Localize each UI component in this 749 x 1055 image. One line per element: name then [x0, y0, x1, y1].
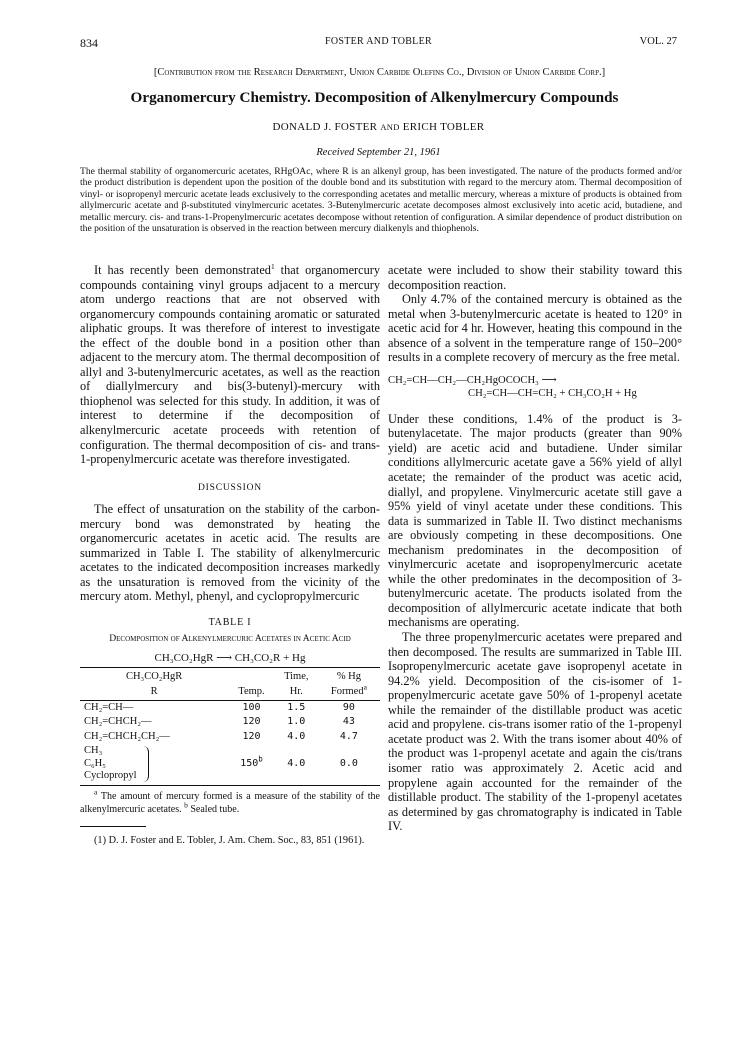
col-header: R: [80, 685, 228, 701]
brace-mark: [143, 746, 149, 782]
volume-label: VOL. 27: [639, 36, 677, 47]
col-header: % Hg: [318, 668, 380, 685]
paragraph: The three propenylmercuric acetates were prepared and then decomposed. The results are summarized in Table III. Isopropenylmercuric acetate gave isopropenyl acetate in 94.2% yield. Decomposition of the cis-isomer of 1-propenylmercuric acetate gave 50% of 1-propenyl acetate while the remainder of the distillable product was acetic acid and propylene. cis-trans isomer ratio of the 1-propenyl acetate product was 2. With the trans isomer about 40% of the product was 1-propenyl acetate and again the cis/trans isomer ratio was approximately 2. Acetic acid and propylene again accounted for the remainder of the distillable product. The stability of the 1-propenyl acetates as determined by gas chromatography is indicated in Table IV.: [388, 630, 682, 834]
col-header: [228, 668, 274, 685]
table-header-row: [80, 685, 380, 701]
author-tobler: ERICH TOBLER: [402, 121, 485, 133]
col-header: Formed$^a$: [318, 685, 380, 701]
col-header: Time,: [275, 668, 318, 685]
table-row: [80, 700, 380, 715]
footnote-marker: a: [363, 682, 367, 692]
table-row: [80, 715, 380, 729]
page-number: 834: [80, 36, 98, 50]
col-header: Temp.: [228, 685, 274, 701]
table-row-grouped: [80, 744, 380, 786]
cell-time: 1.0: [287, 716, 306, 728]
cell-hg: 0.0: [318, 744, 380, 786]
paragraph: Under these conditions, 1.4% of the product is 3-butenylacetate. The major products (greater than 90% yield) are acetic acid and butadiene. Under similar conditions allylmercuric acetate gave a 56% yield of allyl acetate; the remainder of the product was acetic acid, diallyl, and propylene. Vinylmercuric acetate still gave a 95% yield of vinyl acetate under these conditions. This data is summarized in Table II. Two distinct mechanisms are obviously competing in these decompositions. One mechanism predominates in the decomposition of vinylmercuric acetate and isopropenylmercuric acetate while the other predominates in the decomposition of 3-butenylmercuric acetate. The products isolated from the decomposition of allylmercuric acetate indicate that both mechanisms are operating.: [388, 411, 682, 630]
author-foster: DONALD J. FOSTER: [272, 121, 378, 133]
reaction-equation: [388, 374, 682, 400]
col-header: CH₃CO₂HgR: [80, 668, 228, 685]
article-title: Organomercury Chemistry. Decomposition of Alkenylmercury Compounds: [130, 89, 619, 106]
running-title: FOSTER AND TOBLER: [325, 36, 432, 47]
left-column: [80, 263, 380, 847]
cell-time: 1.5: [287, 701, 306, 713]
equation-line: CH₂=CH—CH=CH₂ + CH₃CO₂H + Hg: [468, 387, 637, 399]
table-1: [80, 667, 380, 786]
table-label: TABLE I: [208, 617, 252, 629]
footnote-marker: b: [258, 754, 263, 764]
contribution-line: [Contribution from the Research Department, Union Carbide Olefins Co., Division of Union Carbide Corp.]: [153, 67, 606, 78]
footnote-separator: [80, 826, 146, 827]
cell-temp: 120: [242, 716, 261, 728]
cell-temp: 150$^b$: [228, 744, 274, 786]
discussion-paragraph: The effect of unsaturation on the stability of the carbon-mercury bond was demonstrated by heating the organomercuric acetates in acetic acid. The results are summarized in Table I. The stability of alkenylmercuric acetates to the indicated decomposition increases markedly as the unsaturation is removed from the vicinity of the mercury atom. Methyl, phenyl, and cyclopropylmercuric: [80, 502, 380, 604]
cell-hg: 43: [342, 716, 355, 728]
page-header: [80, 36, 677, 52]
table-footnote: $^a$ The amount of mercury formed is a measure of the stability of the alkenylmercuric acetates. $^b$ Sealed tube.: [80, 788, 380, 815]
table-header-row: [80, 668, 380, 685]
cell-temp: 100: [242, 701, 261, 713]
cell-r: CH₂=CH—: [84, 701, 134, 713]
section-heading-discussion: DISCUSSION: [198, 482, 262, 493]
right-column: [388, 263, 682, 834]
cell-hg: 4.7: [339, 730, 358, 742]
equation-line: CH₂=CH—CH₂—CH₂HgOCOCH₃ ⟶: [388, 374, 557, 386]
reference-marker: 1: [270, 261, 275, 271]
table-equation: CH₃CO₂HgR ⟶ CH₃CO₂R + Hg: [154, 651, 306, 664]
intro-paragraph: It has recently been demonstrated$^1$ that organomercury compounds containing vinyl groups adjacent to a mercury atom undergo reactions that are not observed with organomercury compounds containing aromatic or saturated aliphatic groups. It was therefore of interest to investigate the effect of the double bond in a position other than adjacent to the mercury atom. The thermal decomposition of allyl and 3-butenylmercuric acetates, as well as the reaction of diallylmercury and bis(3-butenyl)-mercury with thiophenol was selected for this study. In addition, it was of interest to determine if the decomposition of alkenylmercuric acetate proceeds with retention of configuration. The thermal decomposition of cis- and trans-1-propenylmercuric acetate was therefore investigated.: [80, 261, 381, 467]
reference-footnote: (1) D. J. Foster and E. Tobler, J. Am. Chem. Soc., 83, 851 (1961).: [94, 834, 365, 846]
received-date: Received September 21, 1961: [316, 147, 441, 158]
paragraph: acetate were included to show their stability toward this decomposition reaction.: [388, 263, 682, 292]
cell-r-group: CH₃ C₆H₅ Cyclopropyl: [80, 744, 228, 786]
cell-hg: 90: [342, 701, 355, 713]
col-header: Hr.: [275, 685, 318, 701]
cell-r: CH₂=CHCH₂CH₂—: [84, 730, 170, 742]
cell-r: CH₂=CHCH₂—: [84, 716, 152, 728]
paragraph: Only 4.7% of the contained mercury is obtained as the metal when 3-butenylmercuric acetate is heated to 120° in acetic acid for 4 hr. However, heating this compound in the absence of a solvent in the temperature range of 150–200° results in a complete recovery of mercury as the free metal.: [388, 292, 682, 365]
table-caption: Decomposition of Alkenylmercuric Acetates in Acetic Acid: [109, 632, 351, 644]
table-row: [80, 730, 380, 744]
cell-time: 4.0: [275, 744, 318, 786]
abstract: The thermal stability of organomercuric acetates, RHgOAc, where R is an alkenyl group, has been investigated. The nature of the products formed and/or the product distribution is dependent upon the position of the double bond and its substitution with regard to the mercury atom. Thermal decomposition of vinyl- or isopropenyl mercuric acetate leads exclusively to the corresponding acetates and metallic mercury, whereas a mixture of products is obtained from allylmercuric acetate and β-substituted vinylmercuric acetates. 3-Butenylmercuric acetate decomposes almost exclusively into acetic acid, butadiene, and metallic mercury. cis- and trans-1-Propenylmercuric acetates decompose without retention of configuration. A similar dependence of product distribution on the position of the unsaturation is observed in the reaction between mercury dialkenyls and thiophenols.: [80, 166, 682, 235]
author-conjunction: AND: [380, 122, 400, 132]
cell-temp: 120: [242, 730, 261, 742]
cell-time: 4.0: [287, 730, 306, 742]
author-line: [80, 121, 677, 133]
